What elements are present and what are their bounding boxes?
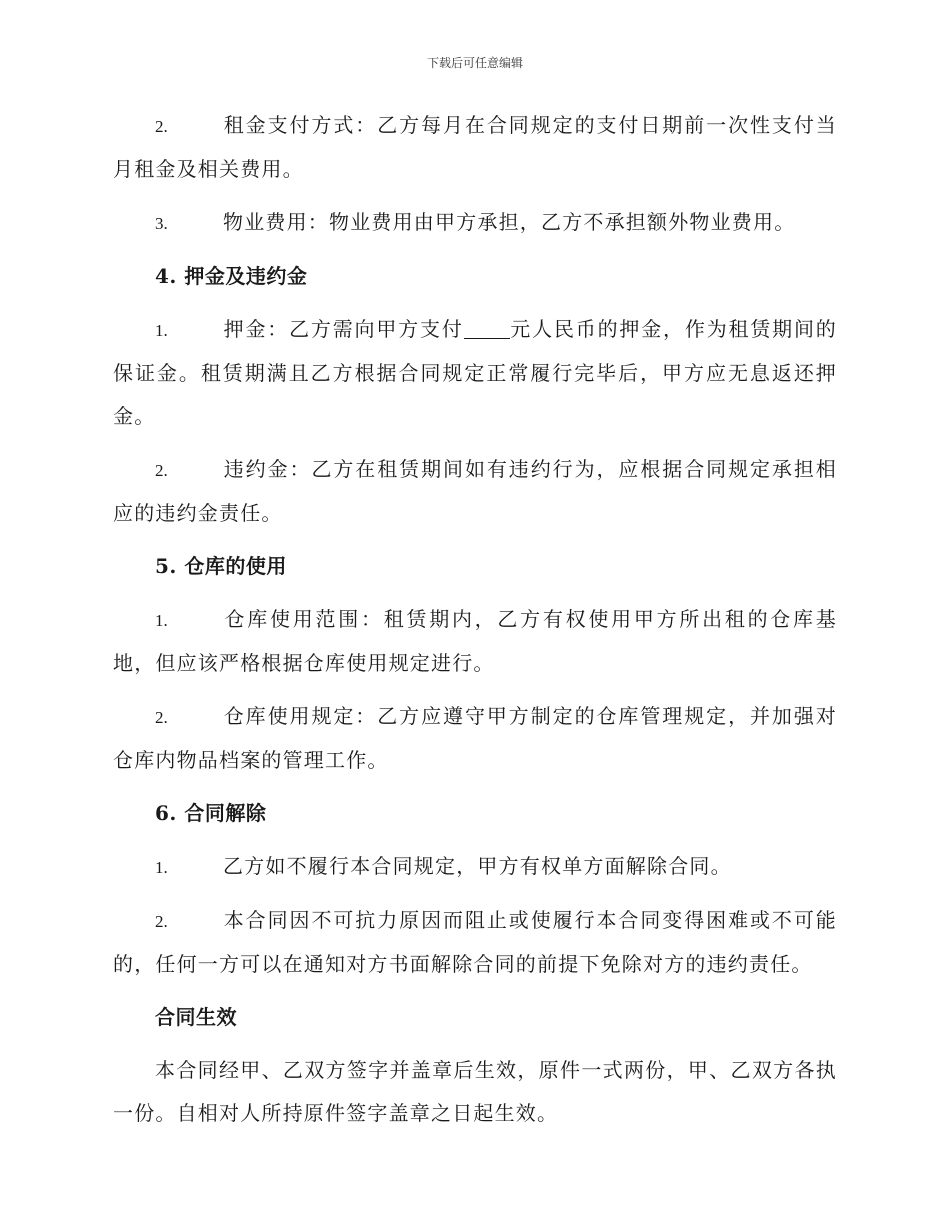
clause-use-rules [113,695,837,782]
clause-termination-breach [113,845,837,889]
clause-text: 本合同因不可抗力原因而阻止或使履行本合同变得困难或不可能的，任何一方可以在通知对方书面解除合同的前提下免除对方的违约责任。 [113,908,837,976]
page-header: 下载后可任意编辑 [426,56,523,70]
clause-rent-payment [113,104,837,191]
clause-text: 乙方如不履行本合同规定，甲方有权单方面解除合同。 [223,854,732,878]
clause-number: 2. [155,708,168,727]
section-heading-warehouse-use: 5. 仓库的使用 [155,554,287,578]
clause-text: 违约金：乙方在租赁期间如有违约行为，应根据合同规定承担相应的违约金责任。 [113,457,837,525]
clause-property-fees [113,201,837,245]
document-body [113,104,837,1145]
section-heading-termination: 6. 合同解除 [155,801,267,825]
clause-text: 租金支付方式：乙方每月在合同规定的支付日期前一次性支付当月租金及相关费用。 [113,113,837,181]
clause-text: 物业费用：物业费用由甲方承担，乙方不承担额外物业费用。 [223,210,796,234]
clause-number: 2. [155,117,168,136]
section-heading-deposit: 4. 押金及违约金 [155,264,308,288]
clause-number: 1. [155,858,168,877]
clause-number: 1. [155,611,168,630]
clause-text: 仓库使用范围：租赁期内，乙方有权使用甲方所出租的仓库基地，但应该严格根据仓库使用规定进行。 [113,607,837,675]
section-heading-effective: 合同生效 [155,1005,237,1029]
effective-paragraph: 本合同经甲、乙双方签字并盖章后生效，原件一式两份，甲、乙双方各执一份。自相对人所持原件签字盖章之日起生效。 [113,1058,837,1125]
clause-penalty [113,448,837,535]
clause-number: 1. [155,321,168,340]
clause-number: 2. [155,461,168,480]
clause-text: 元人民币的押金，作为租赁期间的保证金。租赁期满且乙方根据合同规定正常履行完毕后，甲方应无息返还押金。 [113,317,838,428]
clause-number: 2. [155,912,168,931]
clause-deposit [113,308,837,438]
clause-text: 押金：乙方需向甲方支付 [223,317,464,341]
clause-number: 3. [155,214,168,233]
deposit-amount-blank [464,318,510,339]
clause-use-scope [113,598,837,685]
clause-force-majeure [113,899,837,986]
clause-text: 仓库使用规定：乙方应遵守甲方制定的仓库管理规定，并加强对仓库内物品档案的管理工作。 [113,704,837,772]
